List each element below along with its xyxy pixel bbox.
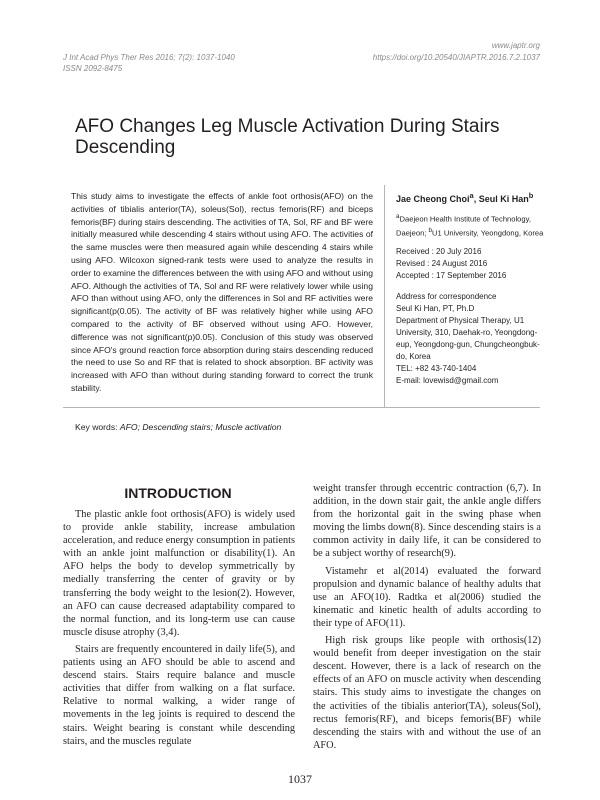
affiliations [396,211,546,238]
affiliation-a: Daejeon Health Institute of Technology, Daejeon; [396,214,531,238]
column-divider [384,185,385,407]
issn: ISSN 2092-8475 [63,64,123,73]
correspondence-email[interactable]: E-mail: lovewisd@gmail.com [396,376,499,386]
intro-paragraph: Stairs are frequently encountered in daily life(5), and patients using an AFO should be able to ascend and descend stairs. Stairs require balance and muscle activities that differ from walking on a flat surface. Relative to normal walking, a wider range of movements in the leg joints is required to descend the stairs. Weight bearing is constant while descending stairs, and the muscles regulate [63,643,295,747]
keywords-label: Key words: [75,422,118,432]
intro-paragraph: weight transfer through eccentric contraction (6,7). In addition, in the down stair gait, the ankle angle differs from the horizontal gait in the swing phase when moving the limbs down(8). Since descending stairs is a common activity in daily life, it can be considered to be a subject worthy of research(9). [313,483,541,560]
intro-paragraph: High risk groups like people with orthosis(12) would benefit from deeper investigation on the stair descent. However, there is a lack of research on the effects of an AFO on muscle activity when descending stairs. This study aims to investigate the changes on the activities of the tibialis anterior(TA), soleus(Sol), rectus femoris(RF), and biceps femoris(BF) while descending the stairs with and without the use of an AFO. [313,635,541,751]
introduction-heading: INTRODUCTION [124,485,232,501]
page-number: 1037 [288,772,312,786]
author-2: Seul Ki Han [478,194,529,204]
keywords-value: AFO; Descending stairs; Muscle activation [119,422,282,432]
author-1: Jae Cheong Choi [396,194,470,204]
received-date: Received : 20 July 2016 [396,247,482,257]
article-title: AFO Changes Leg Muscle Activation During Stairs Descending [75,116,500,158]
body-column-left [63,508,295,752]
affiliation-a-mark: a [396,213,400,220]
author-list [396,190,546,205]
correspondence-name: Seul Ki Han, PT, Ph.D [396,304,475,314]
accepted-date: Accepted : 17 September 2016 [396,271,507,281]
intro-paragraph: The plastic ankle foot orthosis(AFO) is widely used to provide ankle stability, increase ambulation acceleration, and reduce energy consumption in patients with an ankle joint malfunction or disability(1). An AFO helps the body to develop symmetrically by medially transferring the center of gravity or by transferring the body weight to the lesion(2). However, an AFO can cause decreased adaptability compared to the normal function, and its long-term use can cause muscle disuse atrophy (3,4). [63,509,295,638]
revised-date: Revised : 24 August 2016 [396,259,488,269]
affiliation-b: U1 University, Yeongdong, Korea [432,228,544,238]
section-divider [63,407,540,408]
correspondence [396,291,546,387]
body-column-right [313,482,541,756]
correspondence-tel: TEL: +82 43-740-1404 [396,364,477,374]
affiliation-b-mark: b [428,226,433,234]
article-info [396,190,546,387]
author-separator: , [473,194,479,204]
correspondence-address: Department of Physical Therapy, U1 University, 310, Daehak-ro, Yeongdong-eup, Yeongdong-gun, Chungcheongbuk-do, Korea [396,316,540,362]
correspondence-heading: Address for correspondence [396,292,497,302]
keywords [75,422,281,432]
author-2-affiliation-mark: b [528,191,534,200]
doi-link[interactable]: https://doi.org/10.20540/JIAPTR.2016.7.2.1037 [372,53,540,62]
journal-website[interactable]: www.japtr.org [491,41,540,50]
journal-citation: J Int Acad Phys Ther Res 2016; 7(2): 1037-1040 [63,53,235,62]
author-1-affiliation-mark: a [469,191,474,200]
article-dates [396,246,546,282]
abstract: This study aims to investigate the effects of ankle foot orthosis(AFO) on the activities of tibialis anterior(TA), soleus(Sol), rectus femoris(RF) and biceps femoris(BF) during stairs descending. The activities of TA, Sol, RF and BF were initially measured while descending 4 stairs without using AFO. The activities of the same muscles were then measured again while descending 4 stairs while using AFO. Wilcoxon signed-rank tests were used to analyze the results in order to examine the differences between the with using AFO and without using AFO. Although the activities of TA, Sol and RF were relatively lower while using AFO than without using AFO, only the differences in Sol and RF activities were significant(p(0.05). The activity of BF was relatively higher while using AFO compared to the activity of BF observed without using AFO. However, difference was not significant(p)0.05). Conclusion of this study was observed since AFO's ground reaction force absorption during stairs descending reduced the need to use So and RF that is related to shock absorption. BF activity was increased with AFO than without during standing forward to correct the trunk stability. [71,191,373,393]
intro-paragraph: Vistamehr et al(2014) evaluated the forward propulsion and dynamic balance of healthy adults that use an AFO(10). Radtka et al(2006) studied the kinematic and kinetic health of adults according to their type of AFO(11). [313,565,541,629]
